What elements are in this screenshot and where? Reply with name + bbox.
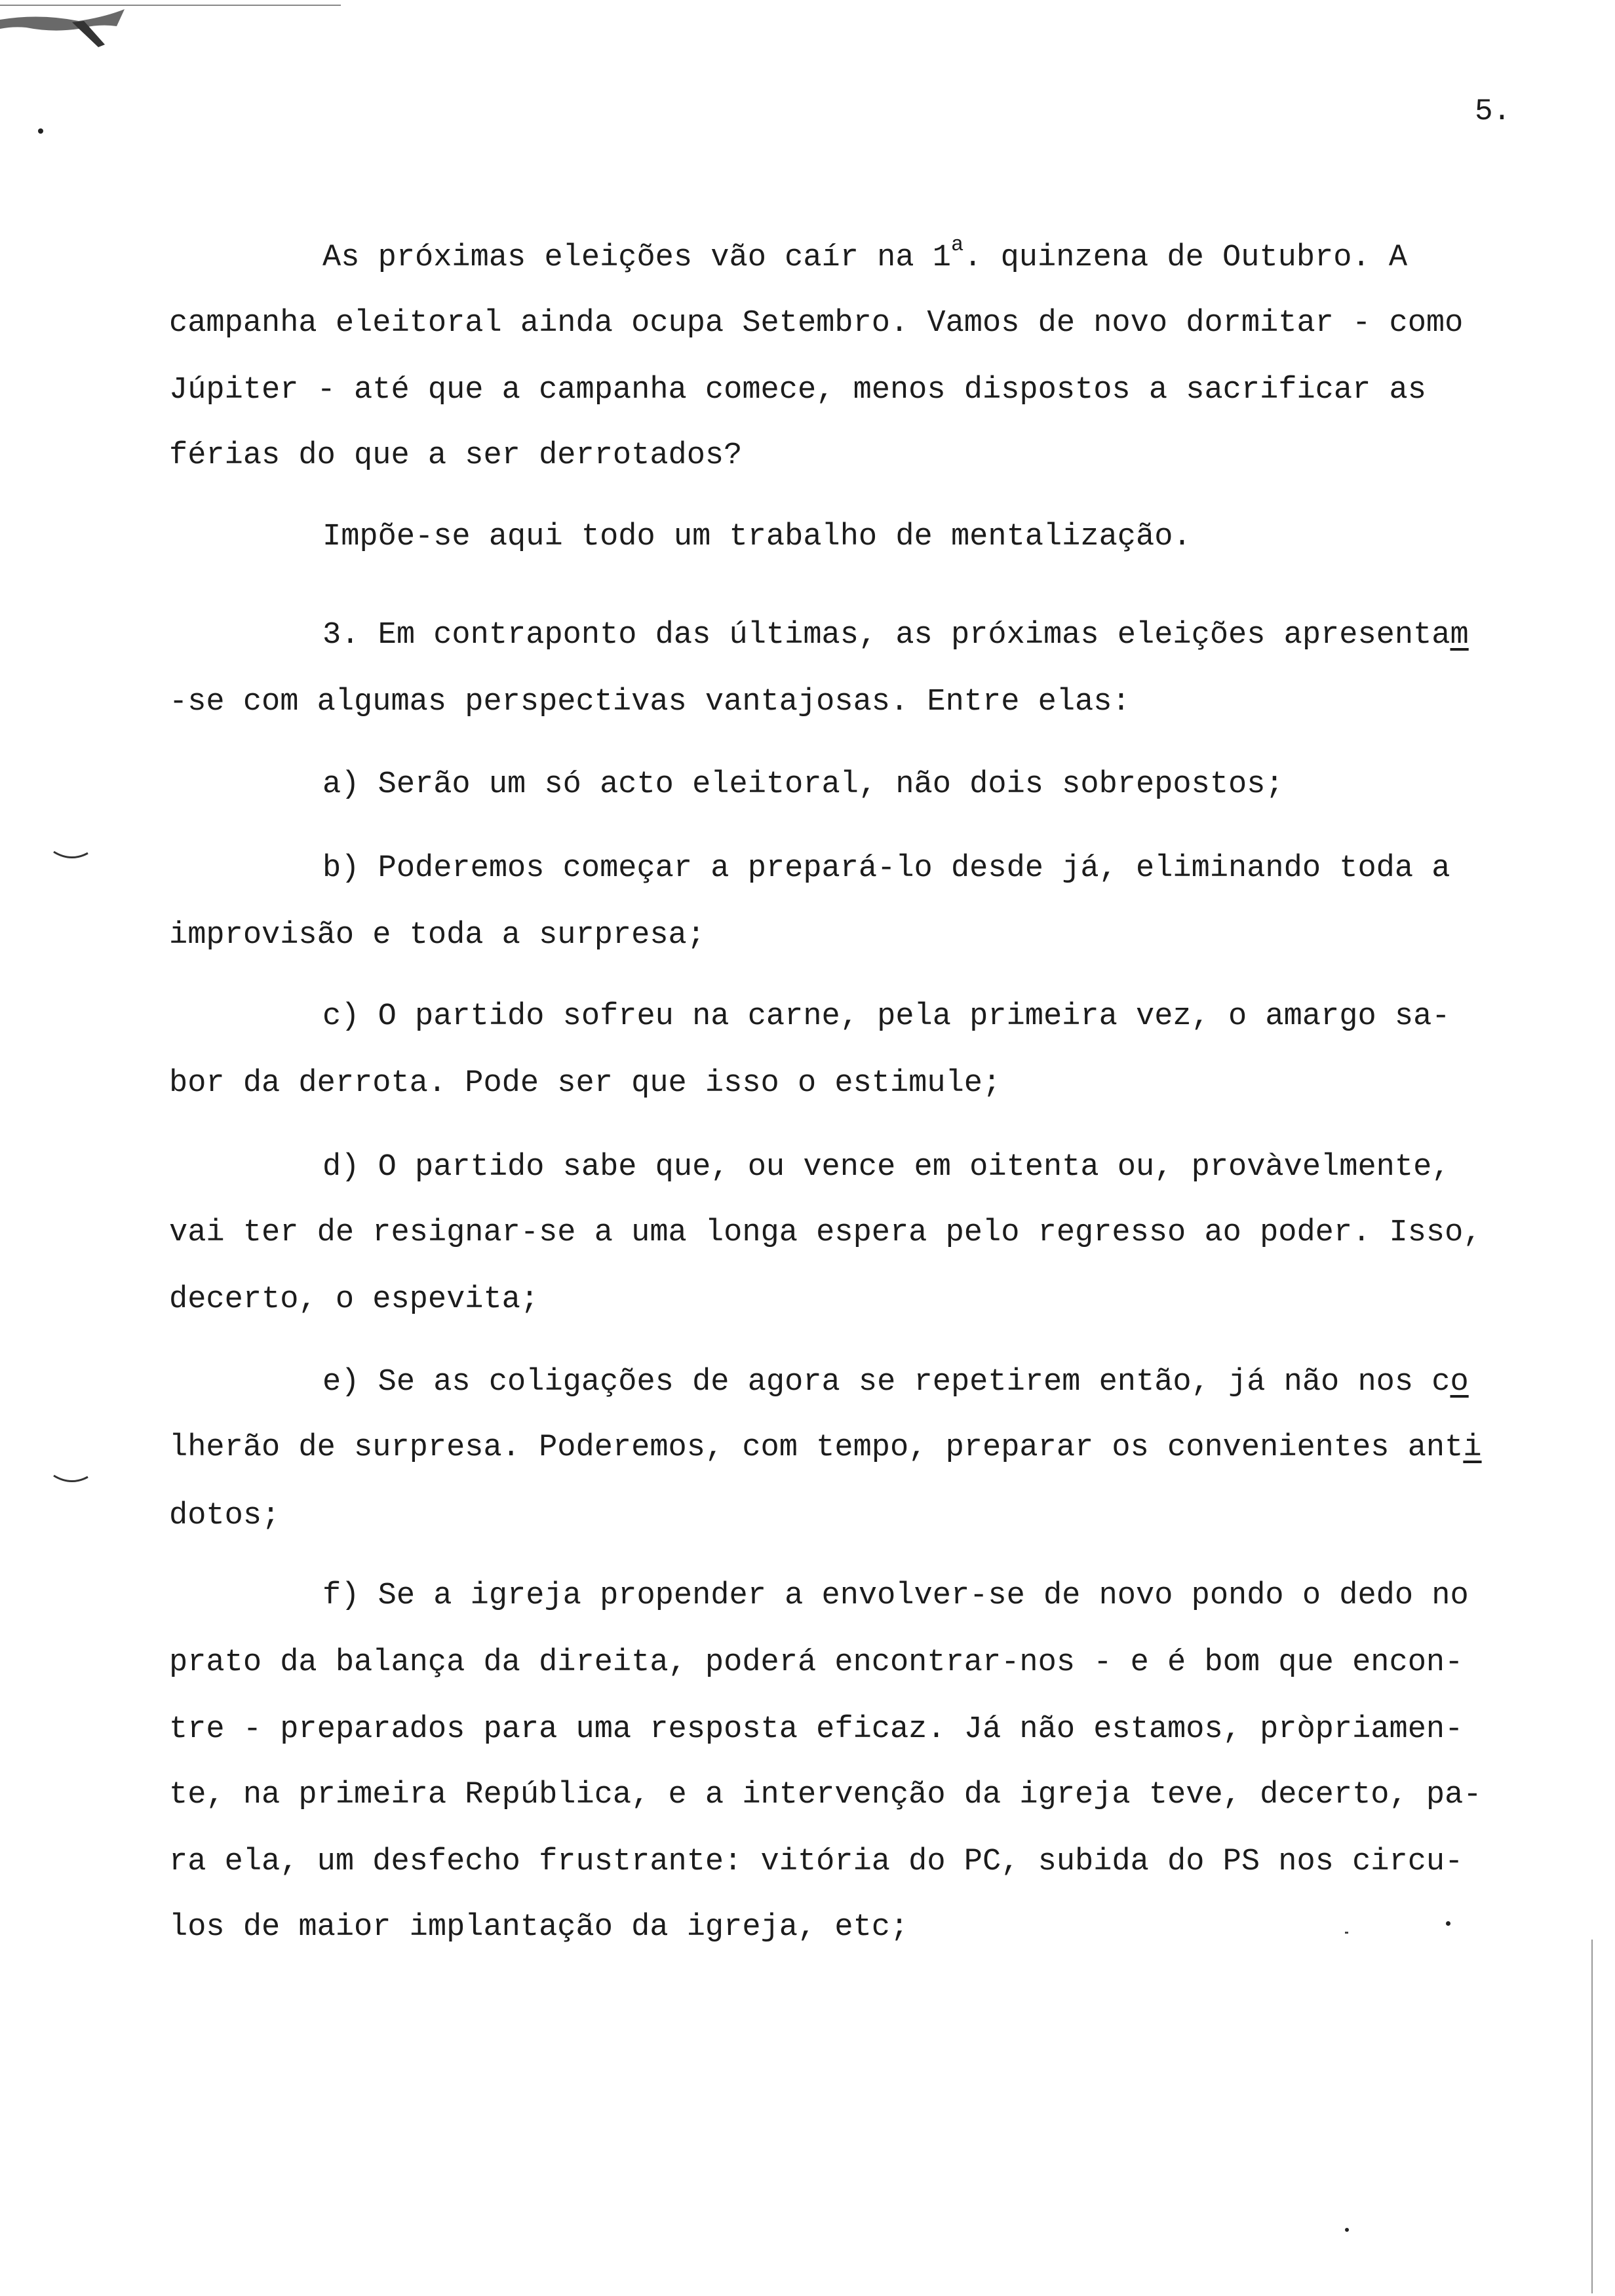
text-line: bor da derrota. Pode ser que isso o estimule; [169,1066,1002,1101]
text-line: Júpiter - até que a campanha comece, menos dispostos a sacrificar as [169,373,1426,408]
text-line [169,1428,1482,1468]
text-line: d) O partido sabe que, ou vence em oitenta ou, provàvelmente, [322,1150,1450,1185]
text-line: Impõe-se aqui todo um trabalho de mentalização. [322,520,1192,554]
scan-arc [52,1473,89,1486]
underlined-char: i [1463,1430,1482,1465]
text-line: férias do que a ser derrotados? [169,438,743,473]
scan-dot [38,128,43,134]
text-line: improvisão e toda a surpresa; [169,918,705,953]
text-line: te, na primeira República, e a intervenção da igreja teve, decerto, pa- [169,1778,1482,1812]
text-line: dotos; [169,1499,281,1533]
text-line [322,1363,1469,1402]
page-number: 5. [1475,94,1511,128]
scan-edge-line [1591,1940,1593,2293]
scan-dot [1446,1921,1450,1926]
text-line: decerto, o espevita; [169,1282,539,1317]
text-line: b) Poderemos começar a prepará-lo desde já, eliminando toda a [322,851,1450,886]
text-line: c) O partido sofreu na carne, pela primeira vez, o amargo sa- [322,999,1450,1034]
text-line: vai ter de resignar-se a uma longa espera pelo regresso ao poder. Isso, [169,1215,1482,1250]
text-line: a) Serão um só acto eleitoral, não dois sobrepostos; [322,767,1284,802]
scan-arc [52,849,89,862]
text-line: -se com algumas perspectivas vantajosas. Entre elas: [169,685,1131,719]
text-span: lherão de surpresa. Poderemos, com tempo, preparar os convenientes ant [169,1430,1464,1465]
underlined-char: o [1450,1365,1469,1400]
text-span: e) Se as coligações de agora se repetirem então, já não nos c [322,1365,1450,1400]
text-line: campanha eleitoral ainda ocupa Setembro. Vamos de novo dormitar - como [169,306,1464,341]
scan-dot [1345,2228,1349,2232]
superscript: a [950,233,964,258]
text-span: As próximas eleições vão caír na 1 [322,240,951,275]
text-line [322,616,1469,655]
text-line: f) Se a igreja propender a envolver-se de novo pondo o dedo no [322,1578,1469,1613]
text-span: . quinzena de Outubro. A [963,240,1408,275]
scan-mark-top-left [0,0,341,59]
text-line: tre - preparados para uma resposta eficaz. Já não estamos, pròpriamen- [169,1712,1464,1747]
text-line: los de maior implantação da igreja, etc; [169,1910,909,1945]
text-line: prato da balança da direita, poderá encontrar-nos - e é bom que encon- [169,1645,1464,1680]
scan-dot [1345,1932,1348,1934]
underlined-char: m [1450,618,1469,653]
text-line [322,233,1408,278]
text-line: ra ela, um desfecho frustrante: vitória do PC, subida do PS nos circu- [169,1845,1464,1879]
text-span: 3. Em contraponto das últimas, as próximas eleições apresenta [322,618,1450,653]
